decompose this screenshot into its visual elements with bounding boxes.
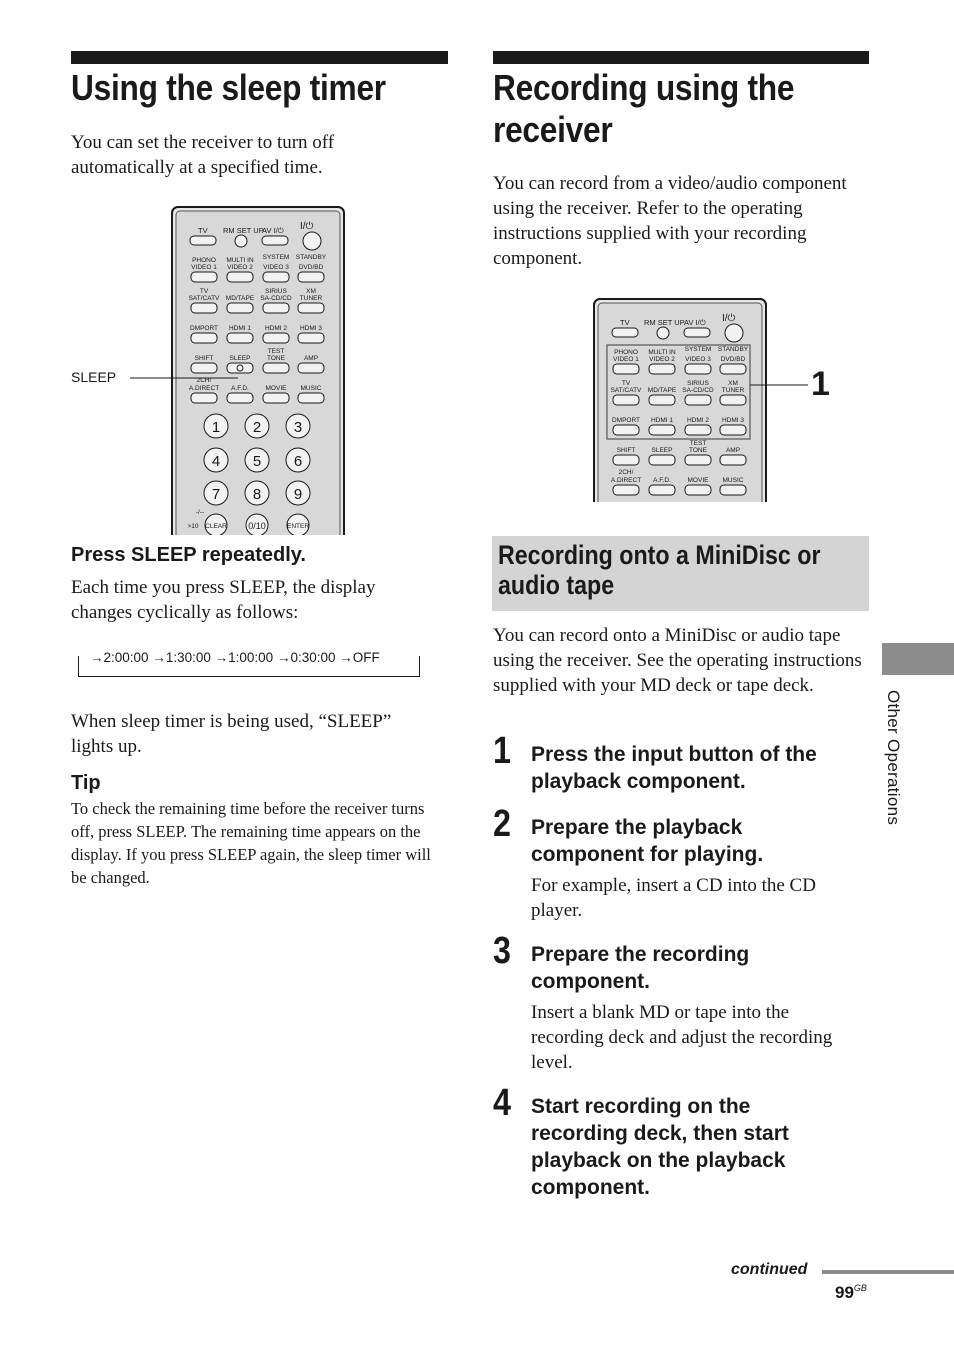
svg-text:HDMI 1: HDMI 1 bbox=[650, 417, 674, 424]
svg-text:PHONO: PHONO bbox=[614, 349, 638, 356]
step-4-number: 4 bbox=[493, 1082, 511, 1124]
svg-text:6: 6 bbox=[293, 453, 303, 470]
section-side-label: Other Operations bbox=[884, 690, 903, 826]
seq-step-5: OFF bbox=[352, 650, 380, 665]
svg-text:HDMI 3: HDMI 3 bbox=[299, 325, 323, 332]
svg-text:9: 9 bbox=[293, 486, 303, 503]
svg-text:2CH/: 2CH/ bbox=[196, 377, 212, 384]
step-4-title: Start recording on the recording deck, then start playback on the playback component. bbox=[531, 1095, 789, 1199]
svg-text:A.DIRECT: A.DIRECT bbox=[610, 477, 642, 484]
svg-text:MOVIE: MOVIE bbox=[687, 477, 709, 484]
svg-text:2CH/: 2CH/ bbox=[618, 469, 634, 476]
svg-text:SIRIUS: SIRIUS bbox=[265, 288, 287, 295]
svg-text:SHIFT: SHIFT bbox=[616, 447, 636, 454]
svg-text:RM SET UP: RM SET UP bbox=[644, 318, 685, 327]
svg-text:A.DIRECT: A.DIRECT bbox=[188, 385, 220, 392]
recording-remote-svg bbox=[590, 297, 830, 502]
svg-text:TUNER: TUNER bbox=[721, 387, 745, 394]
svg-text:DVD/BD: DVD/BD bbox=[298, 264, 324, 271]
svg-text:AMP: AMP bbox=[303, 355, 319, 362]
svg-text:AV I/⏻: AV I/⏻ bbox=[262, 226, 284, 235]
svg-text:MUSIC: MUSIC bbox=[722, 477, 744, 484]
svg-text:HDMI 1: HDMI 1 bbox=[228, 325, 252, 332]
svg-text:SA-CD/CD: SA-CD/CD bbox=[260, 295, 292, 302]
seq-step-3: 1:00:00 bbox=[228, 650, 274, 665]
left-title-rule bbox=[71, 51, 448, 64]
press-sleep-text: Each time you press SLEEP, the display changes cyclically as follows: bbox=[71, 577, 376, 623]
sleep-callout-label: SLEEP bbox=[71, 369, 117, 385]
page-number-value: 99 bbox=[835, 1283, 854, 1302]
svg-text:4: 4 bbox=[211, 453, 221, 470]
svg-text:DVD/BD: DVD/BD bbox=[720, 356, 746, 363]
recording-sub-intro: You can record onto a MiniDisc or audio tape using the receiver. See the operating instructions supplied with your MD deck or tape deck. bbox=[493, 625, 862, 696]
svg-text:STANDBY: STANDBY bbox=[717, 346, 749, 353]
recording-callout-number: 1 bbox=[811, 365, 830, 403]
svg-text:STANDBY: STANDBY bbox=[295, 254, 327, 261]
svg-text:SIRIUS: SIRIUS bbox=[687, 380, 709, 387]
svg-text:SLEEP: SLEEP bbox=[229, 355, 251, 362]
svg-text:AV I/⏻: AV I/⏻ bbox=[684, 318, 706, 327]
svg-text:TUNER: TUNER bbox=[299, 295, 323, 302]
svg-text:2: 2 bbox=[252, 419, 262, 436]
svg-text:TEST: TEST bbox=[689, 440, 707, 447]
step-3-title: Prepare the recording component. bbox=[531, 943, 750, 993]
seq-step-4: 0:30:00 bbox=[290, 650, 336, 665]
continued-label: continued bbox=[731, 1261, 808, 1278]
step-2-text: For example, insert a CD into the CD player. bbox=[531, 875, 816, 921]
svg-text:MUSIC: MUSIC bbox=[300, 385, 322, 392]
svg-text:SYSTEM: SYSTEM bbox=[684, 346, 712, 353]
tip-text: To check the remaining time before the receiver turns off, press SLEEP. The remaining time appears on the display. If you press SLEEP again, the sleep timer will be changed. bbox=[71, 799, 431, 887]
svg-text:VIDEO 1: VIDEO 1 bbox=[613, 356, 639, 363]
svg-text:I/⏻: I/⏻ bbox=[300, 221, 314, 232]
svg-text:>10: >10 bbox=[187, 523, 199, 530]
svg-text:TEST: TEST bbox=[267, 348, 285, 355]
svg-text:VIDEO 1: VIDEO 1 bbox=[191, 264, 217, 271]
svg-text:XM: XM bbox=[306, 288, 316, 295]
svg-text:VIDEO 3: VIDEO 3 bbox=[263, 264, 289, 271]
recording-subhead: Recording onto a MiniDisc or audio tape bbox=[498, 540, 821, 600]
svg-text:VIDEO 2: VIDEO 2 bbox=[649, 356, 675, 363]
svg-text:MULTI IN: MULTI IN bbox=[648, 349, 676, 356]
svg-text:SAT/CATV: SAT/CATV bbox=[610, 387, 642, 394]
svg-text:MOVIE: MOVIE bbox=[265, 385, 287, 392]
svg-text:ENTER: ENTER bbox=[286, 523, 310, 530]
svg-text:MULTI IN: MULTI IN bbox=[226, 257, 254, 264]
svg-text:TONE: TONE bbox=[689, 447, 707, 454]
svg-text:I/⏻: I/⏻ bbox=[722, 313, 736, 324]
svg-text:RM SET UP: RM SET UP bbox=[223, 226, 264, 235]
svg-text:A.F.D.: A.F.D. bbox=[231, 385, 249, 392]
svg-text:DMPORT: DMPORT bbox=[189, 325, 219, 332]
recording-remote-illustration bbox=[590, 297, 830, 502]
step-1-title: Press the input button of the playback component. bbox=[531, 743, 817, 793]
svg-text:1: 1 bbox=[211, 419, 221, 436]
svg-text:SYSTEM: SYSTEM bbox=[262, 254, 290, 261]
sleep-after-text: When sleep timer is being used, “SLEEP” lights up. bbox=[71, 711, 392, 757]
right-page-title: Recording using the receiver bbox=[493, 67, 795, 150]
svg-text:MD/TAPE: MD/TAPE bbox=[647, 387, 677, 394]
step-3-text: Insert a blank MD or tape into the recording deck and adjust the recording level. bbox=[531, 1002, 833, 1073]
right-intro: You can record from a video/audio component using the receiver. Refer to the operating instructions supplied with your recording component. bbox=[493, 173, 847, 269]
svg-text:DMPORT: DMPORT bbox=[611, 417, 641, 424]
svg-text:8: 8 bbox=[252, 486, 262, 503]
section-side-tab bbox=[882, 643, 954, 675]
sleep-sequence: →2:00:00 →1:30:00 →1:00:00 →0:30:00 →OFF bbox=[84, 650, 386, 665]
page-number bbox=[835, 1283, 867, 1303]
seq-step-1: 2:00:00 bbox=[103, 650, 149, 665]
svg-text:HDMI 2: HDMI 2 bbox=[686, 417, 710, 424]
press-sleep-heading: Press SLEEP repeatedly. bbox=[71, 544, 306, 566]
continued-bar bbox=[822, 1270, 954, 1274]
step-2-number: 2 bbox=[493, 803, 511, 845]
svg-text:-/--: -/-- bbox=[195, 509, 205, 516]
svg-text:TV: TV bbox=[621, 380, 631, 387]
seq-step-2: 1:30:00 bbox=[165, 650, 211, 665]
page-number-suffix: GB bbox=[853, 1283, 867, 1293]
svg-text:TV: TV bbox=[199, 288, 209, 295]
svg-text:TONE: TONE bbox=[267, 355, 285, 362]
svg-text:SAT/CATV: SAT/CATV bbox=[188, 295, 220, 302]
svg-text:SLEEP: SLEEP bbox=[651, 447, 673, 454]
svg-text:XM: XM bbox=[728, 380, 738, 387]
svg-text:VIDEO 2: VIDEO 2 bbox=[227, 264, 253, 271]
svg-text:0/10: 0/10 bbox=[248, 521, 266, 531]
step-2-title: Prepare the playback component for playing. bbox=[531, 816, 764, 866]
left-intro: You can set the receiver to turn off automatically at a specified time. bbox=[71, 132, 335, 178]
left-page-title: Using the sleep timer bbox=[71, 67, 386, 108]
right-title-rule bbox=[493, 51, 869, 64]
step-1-number: 1 bbox=[493, 730, 511, 772]
svg-text:AMP: AMP bbox=[725, 447, 741, 454]
step-3-number: 3 bbox=[493, 930, 511, 972]
svg-text:TV: TV bbox=[198, 226, 208, 235]
svg-text:HDMI 2: HDMI 2 bbox=[264, 325, 288, 332]
svg-text:A.F.D.: A.F.D. bbox=[653, 477, 671, 484]
svg-text:HDMI 3: HDMI 3 bbox=[721, 417, 745, 424]
svg-text:5: 5 bbox=[252, 453, 262, 470]
svg-text:CLEAR: CLEAR bbox=[205, 523, 227, 530]
svg-text:PHONO: PHONO bbox=[192, 257, 216, 264]
svg-text:SA-CD/CD: SA-CD/CD bbox=[682, 387, 714, 394]
svg-text:7: 7 bbox=[211, 486, 221, 503]
svg-text:TV: TV bbox=[620, 318, 630, 327]
svg-text:3: 3 bbox=[293, 419, 303, 436]
svg-text:VIDEO 3: VIDEO 3 bbox=[685, 356, 711, 363]
svg-text:SHIFT: SHIFT bbox=[194, 355, 214, 362]
svg-text:MD/TAPE: MD/TAPE bbox=[225, 295, 255, 302]
tip-heading: Tip bbox=[71, 772, 101, 794]
